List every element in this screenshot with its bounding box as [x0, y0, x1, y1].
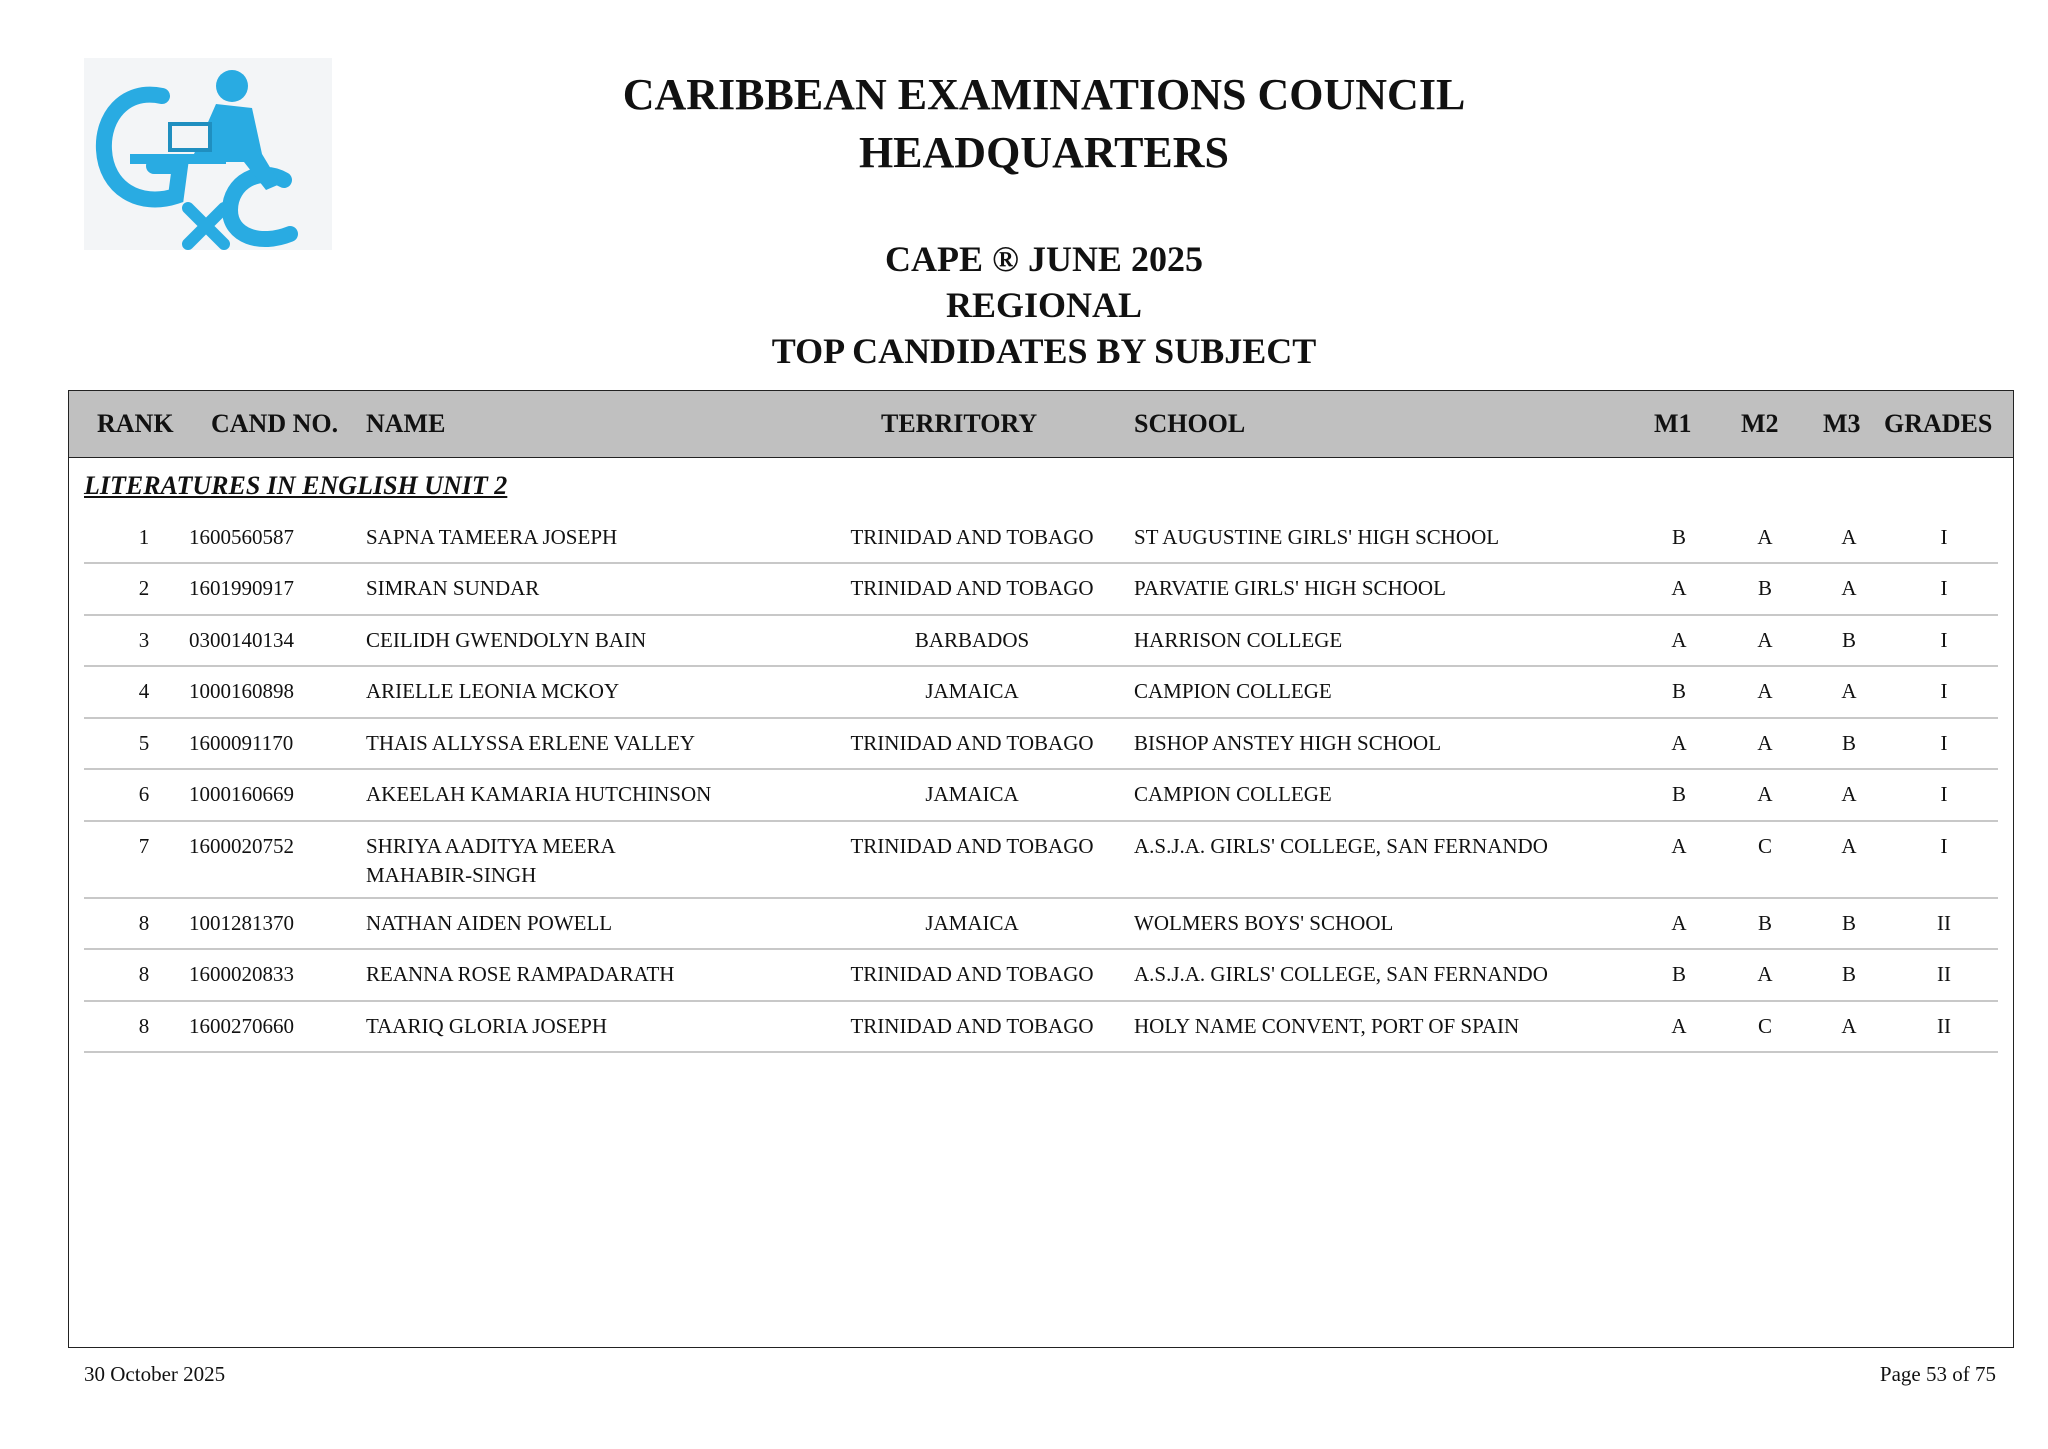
report-title-scope: REGIONAL: [945, 285, 1143, 325]
cell-rank: 3: [138, 628, 150, 652]
cell-m3: A: [1841, 1014, 1857, 1038]
cell-territory: JAMAICA: [925, 679, 1019, 703]
cell-m3: A: [1841, 679, 1857, 703]
cell-cand-no: 1600020833: [189, 962, 294, 986]
table-header: [69, 391, 2013, 458]
cell-m2: C: [1757, 1014, 1772, 1038]
subject-heading: LITERATURES IN ENGLISH UNIT 2: [84, 471, 508, 500]
org-title-line1: CARIBBEAN EXAMINATIONS COUNCIL: [622, 70, 1466, 119]
cell-school: CAMPION COLLEGE: [1134, 782, 1332, 806]
report-title-exam: CAPE ® JUNE 2025: [885, 239, 1203, 279]
col-header-m3: M3: [1823, 409, 1861, 438]
cell-cand-no: 1001281370: [189, 911, 294, 935]
col-header-grades: GRADES: [1884, 409, 1993, 438]
cell-cand-no: 1600560587: [189, 525, 294, 549]
table-row: [84, 513, 1998, 564]
cell-grade: I: [1940, 731, 1948, 755]
cell-name: AKEELAH KAMARIA HUTCHINSON: [366, 782, 712, 806]
cell-rank: 4: [138, 679, 150, 703]
cell-m2: B: [1757, 576, 1772, 600]
cell-cand-no: 1600020752: [189, 834, 294, 858]
cell-m1: A: [1671, 628, 1687, 652]
cell-name: REANNA ROSE RAMPADARATH: [366, 962, 675, 986]
cell-grade: II: [1937, 1014, 1951, 1038]
cell-m3: B: [1841, 962, 1856, 986]
cell-m1: A: [1671, 834, 1687, 858]
cell-school: A.S.J.A. GIRLS' COLLEGE, SAN FERNANDO: [1134, 834, 1548, 858]
cell-m1: A: [1671, 576, 1687, 600]
report-title: [0, 236, 2048, 374]
cell-rank: 8: [138, 911, 150, 935]
cell-school: A.S.J.A. GIRLS' COLLEGE, SAN FERNANDO: [1134, 962, 1548, 986]
cell-name: ARIELLE LEONIA MCKOY: [366, 679, 620, 703]
col-header-school: SCHOOL: [1134, 409, 1246, 438]
cell-name: SHRIYA AADITYA MEERA MAHABIR-SINGH: [366, 834, 615, 887]
table-row: [84, 950, 1998, 1002]
cell-rank: 8: [138, 962, 150, 986]
cell-territory: TRINIDAD AND TOBAGO: [850, 525, 1094, 549]
cell-school: BISHOP ANSTEY HIGH SCHOOL: [1134, 731, 1442, 755]
cell-m2: A: [1757, 525, 1773, 549]
cell-m2: A: [1757, 962, 1773, 986]
cell-name: SAPNA TAMEERA JOSEPH: [366, 525, 618, 549]
col-header-name: NAME: [366, 409, 446, 438]
cell-m3: A: [1841, 834, 1857, 858]
cell-cand-no: 1600091170: [189, 731, 294, 755]
cell-grade: II: [1937, 962, 1951, 986]
report-title-type: TOP CANDIDATES BY SUBJECT: [771, 331, 1317, 371]
table-row: [84, 719, 1998, 770]
cell-m2: B: [1757, 911, 1772, 935]
cell-name: THAIS ALLYSSA ERLENE VALLEY: [366, 731, 696, 755]
cell-territory: TRINIDAD AND TOBAGO: [850, 731, 1094, 755]
results-table: [68, 390, 2014, 1348]
cell-territory: TRINIDAD AND TOBAGO: [850, 834, 1094, 858]
cell-m2: A: [1757, 628, 1773, 652]
cell-cand-no: 1601990917: [189, 576, 294, 600]
cell-cand-no: 0300140134: [189, 628, 294, 652]
cell-name: TAARIQ GLORIA JOSEPH: [366, 1014, 607, 1038]
cell-school: HARRISON COLLEGE: [1134, 628, 1343, 652]
cell-grade: I: [1940, 679, 1948, 703]
cell-rank: 2: [138, 576, 150, 600]
cell-m1: B: [1671, 782, 1686, 806]
cell-territory: JAMAICA: [925, 911, 1019, 935]
cell-territory: TRINIDAD AND TOBAGO: [850, 576, 1094, 600]
cell-name: NATHAN AIDEN POWELL: [366, 911, 613, 935]
cell-school: ST AUGUSTINE GIRLS' HIGH SCHOOL: [1134, 525, 1500, 549]
cell-m2: C: [1757, 834, 1772, 858]
col-header-m2: M2: [1741, 409, 1779, 438]
cell-m1: A: [1671, 911, 1687, 935]
cell-territory: TRINIDAD AND TOBAGO: [850, 1014, 1094, 1038]
cell-rank: 8: [138, 1014, 150, 1038]
table-row: [84, 1002, 1998, 1053]
cell-territory: JAMAICA: [925, 782, 1019, 806]
cell-m3: A: [1841, 525, 1857, 549]
cell-m3: B: [1841, 731, 1856, 755]
cell-rank: 7: [138, 834, 150, 858]
cell-grade: I: [1940, 576, 1948, 600]
table-row: [84, 899, 1998, 950]
cell-cand-no: 1000160669: [189, 782, 294, 806]
col-header-rank: RANK: [97, 409, 174, 438]
cell-m2: A: [1757, 731, 1773, 755]
cell-m1: A: [1671, 731, 1687, 755]
cell-m1: B: [1671, 962, 1686, 986]
org-title: [0, 66, 2048, 182]
cell-rank: 6: [138, 782, 150, 806]
report-date: 30 October 2025: [84, 1362, 226, 1386]
cell-school: WOLMERS BOYS' SCHOOL: [1134, 911, 1394, 935]
col-header-territory: TERRITORY: [881, 409, 1038, 438]
cell-m2: A: [1757, 679, 1773, 703]
org-title-line2: HEADQUARTERS: [858, 128, 1230, 177]
cell-school: HOLY NAME CONVENT, PORT OF SPAIN: [1134, 1014, 1520, 1038]
cell-m2: A: [1757, 782, 1773, 806]
cell-m3: A: [1841, 576, 1857, 600]
cell-m3: A: [1841, 782, 1857, 806]
cell-school: CAMPION COLLEGE: [1134, 679, 1332, 703]
cell-cand-no: 1600270660: [189, 1014, 294, 1038]
cell-name: SIMRAN SUNDAR: [366, 576, 540, 600]
cell-m3: B: [1841, 911, 1856, 935]
cell-name: CEILIDH GWENDOLYN BAIN: [366, 628, 647, 652]
cell-grade: II: [1937, 911, 1951, 935]
page-number: Page 53 of 75: [1879, 1362, 1996, 1386]
table-row: [84, 564, 1998, 616]
col-header-m1: M1: [1654, 409, 1692, 438]
col-header-cand-no: CAND NO.: [211, 409, 339, 438]
cell-m1: B: [1671, 525, 1686, 549]
cell-school: PARVATIE GIRLS' HIGH SCHOOL: [1134, 576, 1446, 600]
cell-rank: 5: [138, 731, 150, 755]
cell-rank: 1: [138, 525, 150, 549]
cell-grade: I: [1940, 525, 1948, 549]
table-row: [84, 616, 1998, 667]
cell-grade: I: [1940, 782, 1948, 806]
table-row: [84, 822, 1998, 899]
cell-grade: I: [1940, 834, 1948, 858]
cell-territory: BARBADOS: [914, 628, 1030, 652]
cell-m3: B: [1841, 628, 1856, 652]
cell-grade: I: [1940, 628, 1948, 652]
cell-territory: TRINIDAD AND TOBAGO: [850, 962, 1094, 986]
cell-m1: A: [1671, 1014, 1687, 1038]
cell-m1: B: [1671, 679, 1686, 703]
cell-cand-no: 1000160898: [189, 679, 294, 703]
table-row: [84, 770, 1998, 822]
table-row: [84, 667, 1998, 719]
